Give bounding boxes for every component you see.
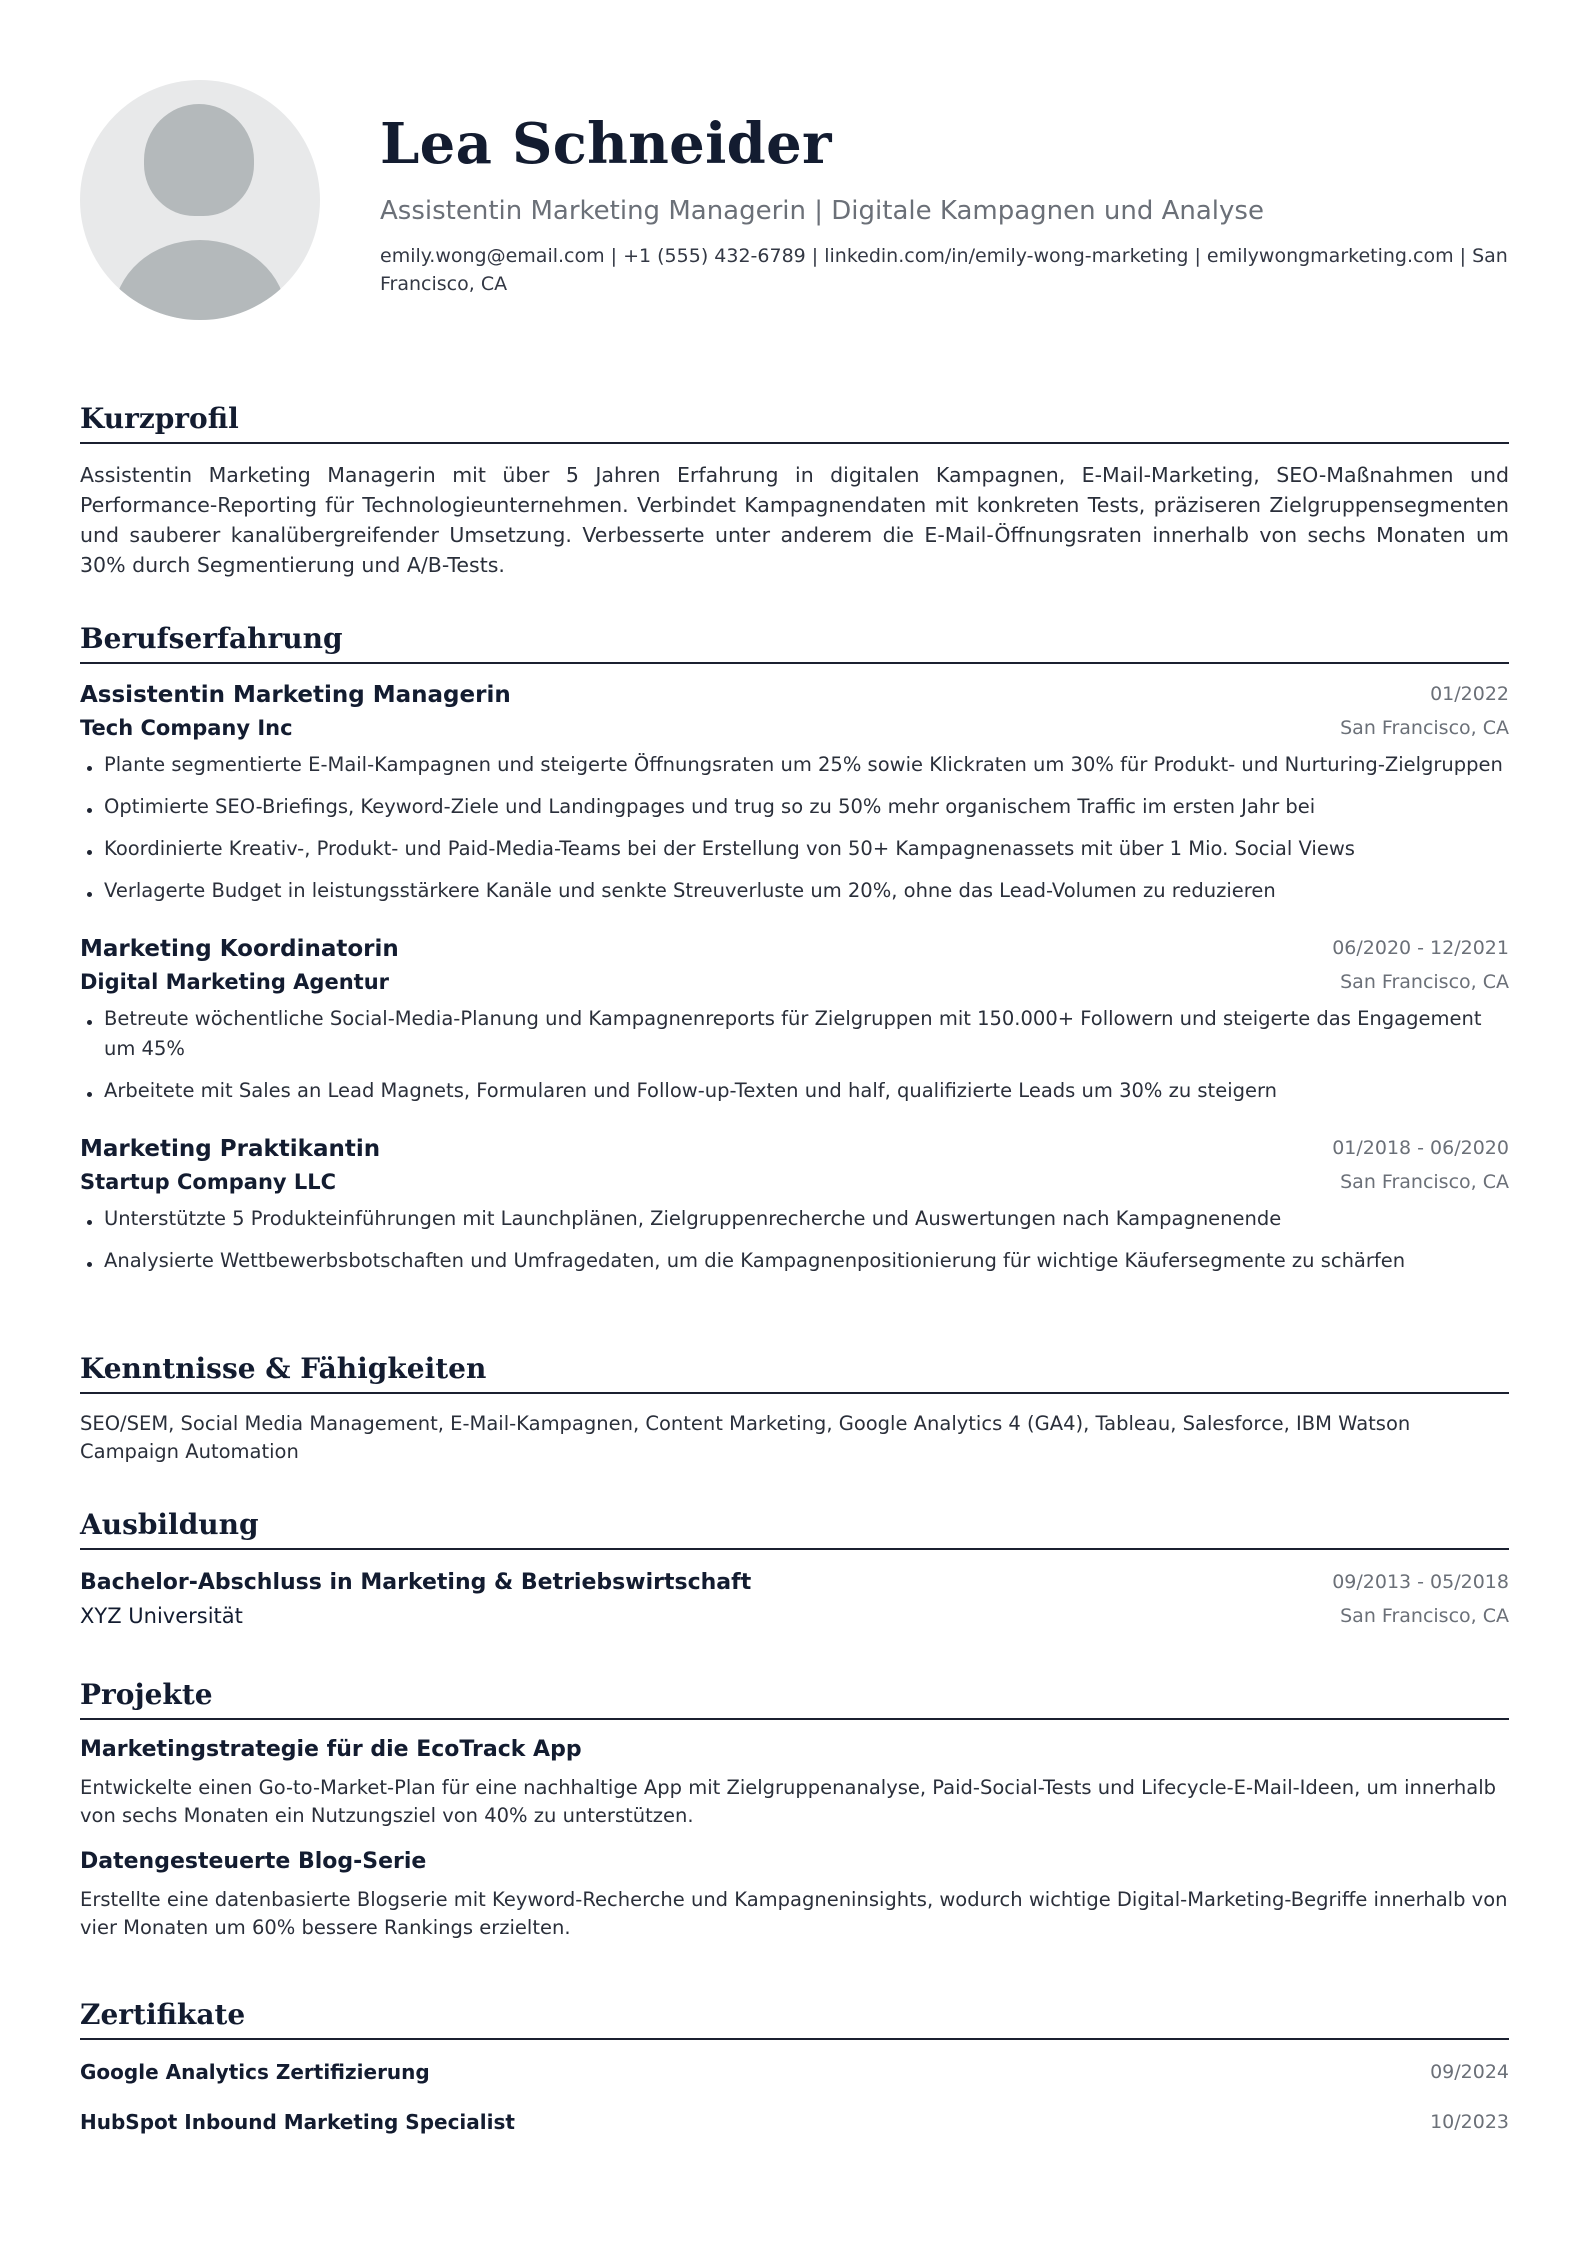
candidate-name: Lea Schneider xyxy=(380,111,832,177)
summary-text: Assistentin Marketing Managerin mit über 5 Jahren Erfahrung in digitalen Kampagnen, E-Mail-Marketing, SEO-Maßnahmen und Performance-Reporting für Technologieunternehmen. Verbindet Kampagnendaten mit konkreten Tests, präziseren Zielgruppensegmenten und sauberer kanalübergreifender Umsetzung. Verbesserte unter anderem die E-Mail-Öffnungsraten innerhalb von sechs Monaten um 30% durch Segmentierung und A/B-Tests. xyxy=(80,463,1509,577)
certificate-date: 10/2023 xyxy=(1430,2111,1509,2133)
resume-page xyxy=(80,0,1509,2246)
job-location: San Francisco, CA xyxy=(1340,1171,1509,1193)
project-text: Erstellte eine datenbasierte Blogserie mit Keyword-Recherche und Kampagneninsights, wodurch wichtige Digital-Marketing-Begriffe innerhalb von vier Monaten um 60% bessere Rankings erzielten. xyxy=(80,1888,1508,1939)
certificate-date: 09/2024 xyxy=(1430,2061,1509,2083)
experience-section xyxy=(80,620,1509,1288)
job-bullet: Verlagerte Budget in leistungsstärkere Kanäle und senkte Streuverluste um 20%, ohne das Lead-Volumen zu reduzieren xyxy=(80,876,1509,906)
section-title-experience: Berufserfahrung xyxy=(80,620,1509,664)
section-title-summary: Kurzprofil xyxy=(80,400,1509,444)
education-degree: Bachelor-Abschluss in Marketing & Betriebswirtschaft xyxy=(80,1570,752,1595)
education-school: XYZ Universität xyxy=(80,1604,243,1628)
education-section xyxy=(80,1506,1509,1632)
job-company-row xyxy=(80,966,1509,998)
job-company: Startup Company LLC xyxy=(80,1170,337,1194)
job-location: San Francisco, CA xyxy=(1340,717,1509,739)
certificate-name: HubSpot Inbound Marketing Specialist xyxy=(80,2110,515,2134)
job-bullet: Betreute wöchentliche Social-Media-Planung und Kampagnenreports für Zielgruppen mit 150.000+ Followern und steigerte das Engagement um 45% xyxy=(80,1004,1509,1064)
job-company-row xyxy=(80,1166,1509,1198)
job-header-row xyxy=(80,932,1509,966)
job-date: 01/2022 xyxy=(1430,683,1509,705)
contact-line: emily.wong@email.com | +1 (555) 432-6789 | linkedin.com/in/emily-wong-marketing | emilywongmarketing.com | San Francisco, CA xyxy=(380,245,1508,295)
education-school-row xyxy=(80,1600,1509,1632)
candidate-subtitle: Assistentin Marketing Managerin | Digitale Kampagnen und Analyse xyxy=(380,196,1264,226)
job-bullet: Arbeitete mit Sales an Lead Magnets, Formularen und Follow-up-Texten und half, qualifizierte Leads um 30% zu steigern xyxy=(80,1076,1509,1106)
job-bullets xyxy=(80,1004,1509,1106)
job-company: Tech Company Inc xyxy=(80,716,293,740)
job-entry xyxy=(80,1132,1509,1276)
job-bullet: Analysierte Wettbewerbsbotschaften und Umfragedaten, um die Kampagnenpositionierung für wichtige Käufersegmente zu schärfen xyxy=(80,1246,1509,1276)
job-bullet: Optimierte SEO-Briefings, Keyword-Ziele und Landingpages und trug so zu 50% mehr organischem Traffic im ersten Jahr bei xyxy=(80,792,1509,822)
avatar-body-shape xyxy=(114,240,286,320)
job-bullet: Plante segmentierte E-Mail-Kampagnen und steigerte Öffnungsraten um 25% sowie Klickraten um 30% für Produkt- und Nurturing-Zielgruppen xyxy=(80,750,1509,780)
header xyxy=(380,108,1509,298)
skills-text: SEO/SEM, Social Media Management, E-Mail-Kampagnen, Content Marketing, Google Analytics 4 (GA4), Tableau, Salesforce, IBM Watson Campaign Automation xyxy=(80,1412,1411,1463)
project-entry xyxy=(80,1734,1509,1830)
summary-section xyxy=(80,400,1509,580)
certificates-section xyxy=(80,1996,1509,2138)
job-date: 06/2020 - 12/2021 xyxy=(1332,937,1509,959)
job-header-row xyxy=(80,678,1509,712)
job-entry xyxy=(80,678,1509,906)
certificate-name: Google Analytics Zertifizierung xyxy=(80,2060,430,2084)
skills-section xyxy=(80,1350,1509,1466)
section-title-education: Ausbildung xyxy=(80,1506,1509,1550)
job-bullet: Koordinierte Kreativ-, Produkt- und Paid-Media-Teams bei der Erstellung von 50+ Kampagnenassets mit über 1 Mio. Social Views xyxy=(80,834,1509,864)
certificate-row xyxy=(80,2056,1509,2088)
avatar-head-shape xyxy=(144,104,254,216)
section-title-skills: Kenntnisse & Fähigkeiten xyxy=(80,1350,1509,1394)
education-date: 09/2013 - 05/2018 xyxy=(1332,1571,1509,1593)
project-name: Datengesteuerte Blog-Serie xyxy=(80,1849,427,1874)
project-entry xyxy=(80,1846,1509,1942)
section-title-certificates: Zertifikate xyxy=(80,1996,1509,2040)
education-header-row xyxy=(80,1566,1509,1600)
job-bullets xyxy=(80,1204,1509,1276)
job-role: Marketing Praktikantin xyxy=(80,1136,381,1162)
job-header-row xyxy=(80,1132,1509,1166)
job-role: Assistentin Marketing Managerin xyxy=(80,682,511,708)
education-location: San Francisco, CA xyxy=(1340,1605,1509,1627)
avatar-placeholder-icon xyxy=(80,80,320,320)
job-role: Marketing Koordinatorin xyxy=(80,936,399,962)
job-entry xyxy=(80,932,1509,1106)
projects-section xyxy=(80,1676,1509,1942)
section-title-projects: Projekte xyxy=(80,1676,1509,1720)
job-location: San Francisco, CA xyxy=(1340,971,1509,993)
job-company: Digital Marketing Agentur xyxy=(80,970,390,994)
job-date: 01/2018 - 06/2020 xyxy=(1332,1137,1509,1159)
project-text: Entwickelte einen Go-to-Market-Plan für eine nachhaltige App mit Zielgruppenanalyse, Paid-Social-Tests und Lifecycle-E-Mail-Ideen, um innerhalb von sechs Monaten ein Nutzungsziel von 40% zu unterstützen. xyxy=(80,1776,1496,1827)
project-name: Marketingstrategie für die EcoTrack App xyxy=(80,1737,582,1762)
certificate-row xyxy=(80,2106,1509,2138)
job-company-row xyxy=(80,712,1509,744)
job-bullets xyxy=(80,750,1509,906)
job-bullet: Unterstützte 5 Produkteinführungen mit Launchplänen, Zielgruppenrecherche und Auswertungen nach Kampagnenende xyxy=(80,1204,1509,1234)
